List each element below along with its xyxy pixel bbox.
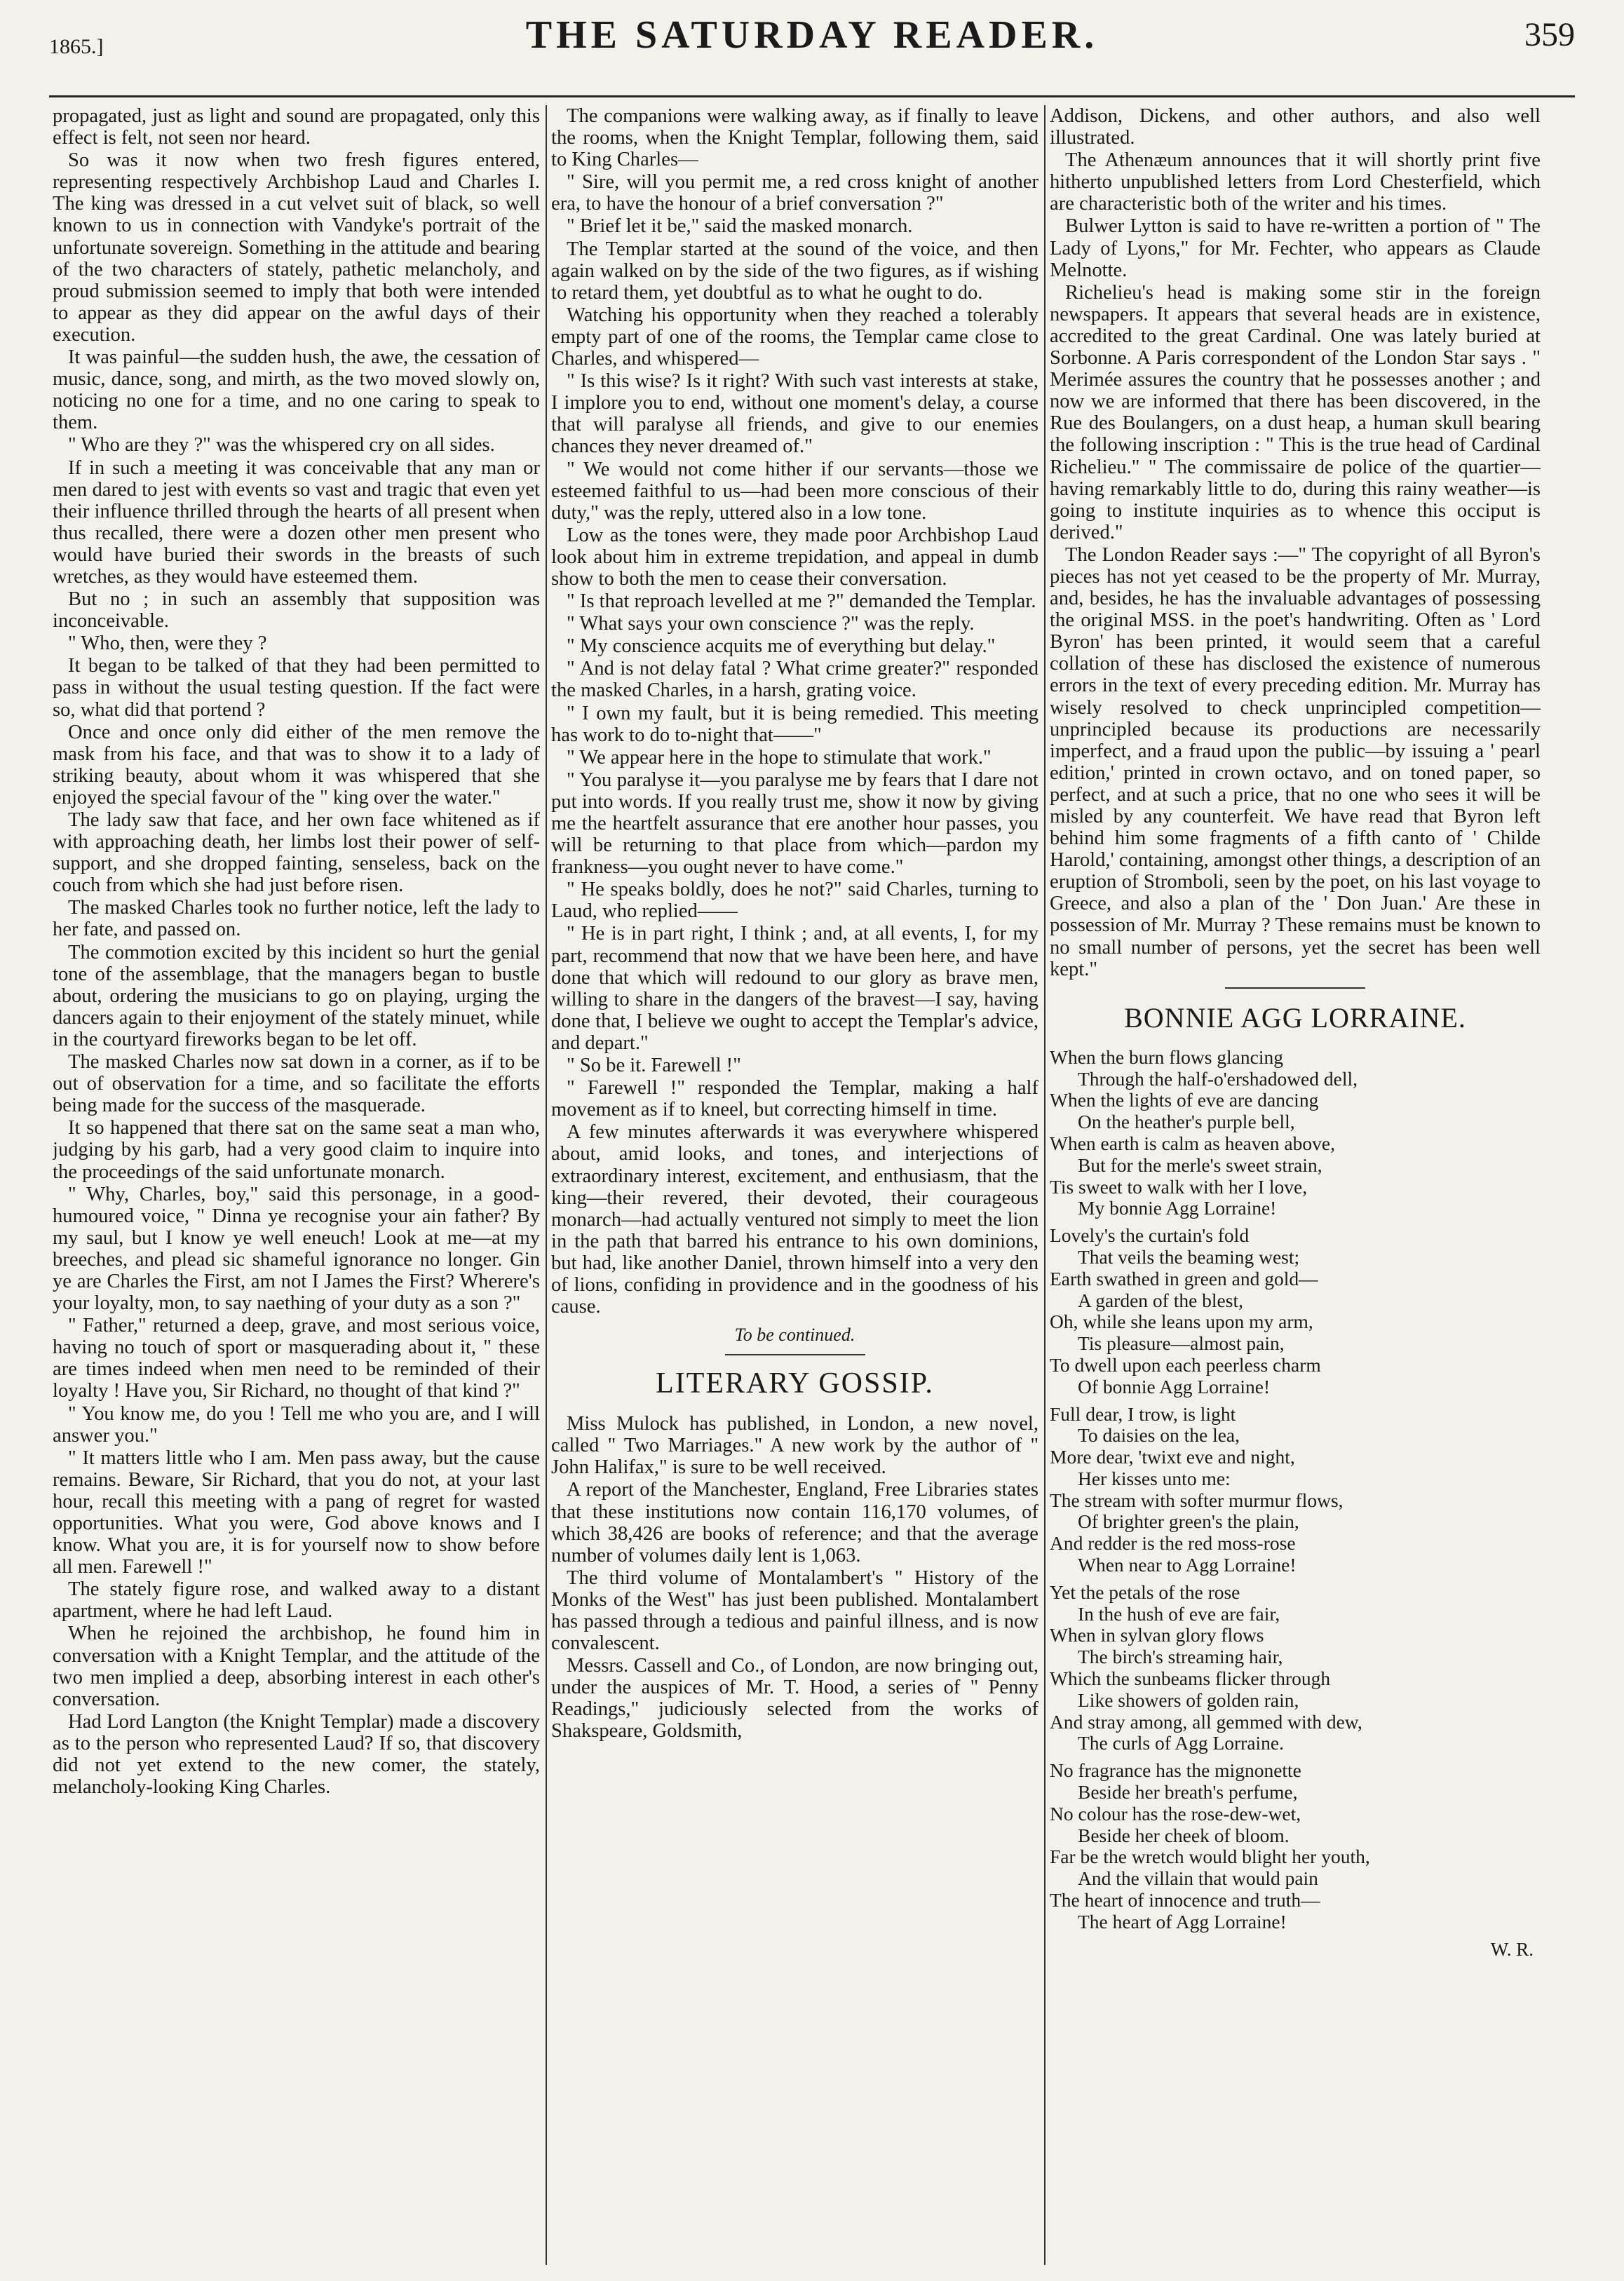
poem-line: When the lights of eve are dancing (1050, 1089, 1319, 1111)
paragraph: " Is this wise? Is it right? With such vast interests at stake, I implore you to end, without one moment's delay, a course that will paralyse all friends, and give to our enemies chances they never dreamed of." (551, 370, 1038, 458)
paragraph: " Father," returned a deep, grave, and most serious voice, having no touch of sport or masquerading about it, " these are times indeed when men need to be reminded of their loyalty ! Have you, Sir Richard, no thought of that kind ?" (53, 1315, 540, 1402)
paragraph: The stately figure rose, and walked away to a distant apartment, where he had left Laud. (53, 1578, 540, 1623)
paragraph: A few minutes afterwards it was everywhere whispered about, amid looks, and tones, and interjections of extraordinary interest, excitement, and enthusiasm, that the king—their revered, their devoted, their courageous monarch—had actually ventured not simply to meet the lion in the path that barred his entrance to his own dominions, but had, like another Daniel, thrown himself into a very den of lions, confiding in providence and in the goodness of his cause. (551, 1121, 1038, 1318)
paragraph: The companions were walking away, as if finally to leave the rooms, when the Knight Templar, following them, said to King Charles— (551, 105, 1038, 171)
poem-stanza (1050, 1404, 1541, 1576)
poem-line: Tis sweet to walk with her I love, (1050, 1175, 1308, 1198)
paragraph: The Templar started at the sound of the voice, and then again walked on by the side of the two figures, as if wishing to retard them, yet doubtful as to what he ought to do. (551, 238, 1038, 304)
poem-line: That veils the beaming west; (1078, 1245, 1300, 1268)
paragraph: So was it now when two fresh figures entered, representing respectively Archbishop Laud and Charles I. The king was dressed in a cut velvet suit of black, so well known to us in connection with Vandyke's portrait of the unfortunate sovereign. Something in the attitude and bearing of the two characters of stately, pathetic melancholy, and proud submission seemed to imply that both were intended to appear as they did appear on the awful days of their execution. (53, 149, 540, 346)
column-2 (551, 105, 1038, 2265)
column-3 (1050, 105, 1541, 2265)
paragraph: " Who are they ?" was the whispered cry on all sides. (68, 434, 495, 456)
poem-line: When near to Agg Lorraine! (1078, 1554, 1297, 1576)
paragraph: " Sire, will you permit me, a red cross knight of another era, to have the honour of a brief conversation ?" (551, 171, 1038, 215)
paragraph: The third volume of Montalambert's " History of the Monks of the West" has just been published. Montalambert has passed through a tedious and painful illness, and is now convalescent. (551, 1566, 1038, 1655)
poem-line: Of bonnie Agg Lorraine! (1078, 1375, 1271, 1397)
paragraph: " And is not delay fatal ? What crime greater?" responded the masked Charles, in a harsh, grating voice. (551, 658, 1038, 702)
poem-line: Lovely's the curtain's fold (1050, 1224, 1250, 1247)
paragraph: The London Reader says :—" The copyright of all Byron's pieces has not yet ceased to be the property of Mr. Murray, and, besides, he has the invaluable advantages of possessing the original MSS. in the poet's handwriting. Often as ' Lord Byron' has been printed, it would seem that a careful collation of these has disclosed the existence of numerous errors in the text of every preceding edition. Mr. Murray has wisely resolved to check unprincipled competition—unprincipled because its productions are necessarily imperfect, and a fraud upon the public—by issuing a ' pearl edition,' printed in crown octavo, and on toned paper, so perfect, and at such a price, that no one who sees it will be misled by any counterfeit. We have read that Byron left behind him some fragments of a fifth canto of ' Childe Harold,' containing, amongst other things, a description of an eruption of Stromboli, seen by the poet, on his last voyage to Greece, and also a plan of the ' Don Juan.' Are these in possession of Mr. Murray ? These remains must be known to no small number of persons, yet the secret has been well kept." (1050, 543, 1541, 980)
story-continuation (551, 105, 1038, 1318)
poem-signature: W. R. (1490, 1938, 1534, 1960)
poem-line: No colour has the rose-dew-wet, (1050, 1802, 1301, 1825)
poem-line: To dwell upon each peerless charm (1050, 1353, 1321, 1376)
poem-line: My bonnie Agg Lorraine! (1078, 1197, 1277, 1219)
paragraph: " He speaks boldly, does he not?" said Charles, turning to Laud, who replied—— (551, 879, 1038, 923)
paragraph: The masked Charles now sat down in a corner, as if to be out of observation for a time, and so facilitate the efforts being made for the success of the masquerade. (53, 1051, 540, 1117)
paragraph: Addison, Dickens, and other authors, and also well illustrated. (1050, 105, 1541, 149)
poem-line: No fragrance has the mignonette (1050, 1759, 1301, 1782)
paragraph: " Farewell !" responded the Templar, making a half movement as if to kneel, but correcting himself in time. (551, 1077, 1038, 1121)
page-number: 359 (1524, 16, 1575, 53)
paragraph: " We appear here in the hope to stimulate that work." (567, 746, 992, 769)
poem-line: But for the merle's sweet strain, (1078, 1153, 1322, 1176)
poem-title: BONNIE AGG LORRAINE. (1124, 1001, 1466, 1034)
poem-stanza (1050, 1047, 1541, 1219)
literary-gossip-body (551, 1413, 1038, 1742)
paragraph: " What says your own conscience ?" was the reply. (567, 613, 975, 635)
poem-line: And redder is the red moss-rose (1050, 1532, 1296, 1555)
poem-line: And the villain that would pain (1078, 1867, 1318, 1890)
paragraph: Once and once only did either of the men remove the mask from his face, and that was to show it to a lady of striking beauty, about whom it was whispered that she enjoyed the special favour of the " king over the water." (53, 721, 540, 808)
poem-line: In the hush of eve are fair, (1078, 1602, 1280, 1625)
paragraph: " Brief let it be," said the masked monarch. (567, 215, 913, 238)
paragraph: Bulwer Lytton is said to have re-written a portion of " The Lady of Lyons," for Mr. Fechter, who appears as Claude Melnotte. (1050, 215, 1541, 281)
paragraph: The masked Charles took no further notice, left the lady to her fate, and passed on. (53, 897, 540, 941)
paragraph: Miss Mulock has published, in London, a new novel, called " Two Marriages." A new work by the author of " John Halifax," is sure to be well received. (551, 1413, 1038, 1479)
paragraph: Had Lord Langton (the Knight Templar) made a discovery as to the person who represented Laud? If so, that discovery did not yet extend to the new comer, the stately, melancholy-looking King Charles. (53, 1710, 540, 1799)
column-rule (1044, 105, 1046, 2265)
column-rule (546, 105, 547, 2265)
poem-line: The birch's streaming hair, (1078, 1646, 1283, 1668)
poem-stanza (1050, 1760, 1541, 1933)
paragraph: Low as the tones were, they made poor Archbishop Laud look about him in extreme trepidation, and appeal in dumb show to both the men to cease their conversation. (551, 524, 1038, 590)
paragraph: Watching his opportunity when they reached a tolerably empty part of one of the rooms, the Templar came close to Charles, and whispered— (551, 304, 1038, 370)
poem-line: Beside her breath's perfume, (1078, 1781, 1298, 1803)
poem-line: Like showers of golden rain, (1078, 1688, 1299, 1711)
paragraph: " Who, then, were they ? (68, 632, 267, 655)
poem-stanza (1050, 1225, 1541, 1397)
poem-line: Through the half-o'ershadowed dell, (1078, 1067, 1358, 1090)
paragraph: A report of the Manchester, England, Free Libraries states that these institutions now contain 116,170 volumes, of which 38,426 are books of reference; and that the average number of volumes daily lent is 1,063. (551, 1479, 1038, 1566)
section-rule (725, 1354, 865, 1355)
paragraph: But no ; in such an assembly that supposition was inconceivable. (53, 588, 540, 632)
paragraph: " He is in part right, I think ; and, at all events, I, for my part, recommend that now that we have been here, and have done that which will redound to our glory as brave men, willing to share in the dangers of the bravest—I say, having done that, I believe we ought to accept the Templar's advice, and depart." (551, 923, 1038, 1054)
paragraph: " You know me, do you ! Tell me who you are, and I will answer you." (53, 1402, 540, 1447)
poem-line: Her kisses unto me: (1078, 1467, 1231, 1489)
poem-line: A garden of the blest, (1078, 1289, 1243, 1311)
poem-line: Far be the wretch would blight her youth, (1050, 1846, 1370, 1868)
poem-line: To daisies on the lea, (1078, 1424, 1240, 1447)
paragraph: Richelieu's head is making some stir in the foreign newspapers. It appears that several heads are in existence, accredited to the great Cardinal. One was lately buried at Sorbonne. A Paris correspondent of the London Star says . " Merimée assures the country that he possesses another ; and now we are informed that there has been discovered, in the Rue des Boulangers, on a dust heap, a human skull bearing the following inscription : " This is the true head of Cardinal Richelieu." " The commissaire de police of the quartier—having remarkably little to do, during this rainy weather—is going to institute inquiries as to whence this occiput is derived." (1050, 281, 1541, 543)
publication-title: THE SATURDAY READER. (525, 13, 1099, 57)
issue-year: 1865.] (49, 35, 104, 58)
paragraph: If in such a meeting it was conceivable that any man or men dared to jest with events so vast and tragic that even yet their influence thrilled through the hearts of all present when thus recalled, there were a dozen other men present who would have buried their swords in the breasts of such wretches, as they would have esteemed them. (53, 456, 540, 588)
poem-body (1050, 1047, 1541, 1933)
gossip-continuation (1050, 105, 1541, 980)
paragraph: The Athenæum announces that it will shortly print five hitherto unpublished letters from Lord Chesterfield, which are characteristic both of the writer and his times. (1050, 149, 1541, 215)
poem-line: More dear, 'twixt eve and night, (1050, 1446, 1295, 1468)
paragraph: The commotion excited by this incident so hurt the genial tone of the assemblage, that the managers began to bustle about, ordering the musicians to go on playing, urging the dancers again to their enjoyment of the stately minuet, while in the courtyard fireworks began to be let off. (53, 941, 540, 1050)
column-1 (53, 105, 540, 2265)
poem-line: And stray among, all gemmed with dew, (1050, 1710, 1362, 1733)
paragraph: It was painful—the sudden hush, the awe, the cessation of music, dance, song, and mirth, as the two moved slowly on, noticing no one for a time, and no one caring to speak to them. (53, 346, 540, 434)
poem-line: Full dear, I trow, is light (1050, 1402, 1236, 1425)
paragraph: " Why, Charles, boy," said this personage, in a good-humoured voice, " Dinna ye recognise your ain father? By my saul, but I know ye well eneuch! Look at me—at my breeches, and plead sic shameful ignorance no longer. Gin ye are Charles the First, am not I James the First? Wherere's your loyalty, mon, to say naething of your duty as a son ?" (53, 1183, 540, 1315)
poem-line: The heart of innocence and truth— (1050, 1889, 1320, 1911)
masthead (49, 8, 1575, 57)
to-be-continued: To be continued. (734, 1325, 855, 1346)
paragraph: " You paralyse it—you paralyse me by fears that I dare not put into words. If you really trust me, show it now by giving me the heartfelt assurance that ere another hour passes, you will be returning to that place from which—pardon my frankness—you ought never to have come." (551, 769, 1038, 879)
poem-line: Earth swathed in green and gold— (1050, 1267, 1318, 1290)
paragraph: " It matters little who I am. Men pass away, but the cause remains. Beware, Sir Richard, that you do not, at your last hour, recall this meeting with a pang of regret for wasted opportunities. What you were, God above knows and I know. What you are, it is for yourself now to show before all men. Farewell !" (53, 1447, 540, 1578)
poem-line: On the heather's purple bell, (1078, 1111, 1295, 1133)
paragraph: " Is that reproach levelled at me ?" demanded the Templar. (567, 590, 1036, 613)
section-rule (1225, 987, 1365, 989)
poem-line: The curls of Agg Lorraine. (1078, 1732, 1285, 1754)
paragraph: " We would not come hither if our servants—those we esteemed faithful to us—had been more conscious of their duty," was the reply, uttered also in a low tone. (551, 458, 1038, 524)
header-rule (49, 95, 1575, 97)
poem-line: Of brighter green's the plain, (1078, 1510, 1299, 1533)
literary-gossip-heading: LITERARY GOSSIP. (656, 1367, 934, 1400)
paragraph: It began to be talked of that they had been permitted to pass in without the usual testing question. If the fact were so, what did that portend ? (53, 655, 540, 721)
poem-stanza (1050, 1582, 1541, 1754)
poem-line: Which the sunbeams flicker through (1050, 1667, 1331, 1690)
poem-line: When earth is calm as heaven above, (1050, 1132, 1335, 1154)
poem-line: The heart of Agg Lorraine! (1078, 1910, 1287, 1933)
paragraph: " So be it. Farewell !" (567, 1055, 741, 1077)
poem-line: When the burn flows glancing (1050, 1045, 1283, 1068)
poem-line: Tis pleasure—almost pain, (1078, 1332, 1285, 1355)
poem-line: Yet the petals of the rose (1050, 1581, 1240, 1603)
poem-line: The stream with softer murmur flows, (1050, 1489, 1344, 1511)
paragraph: When he rejoined the archbishop, he found him in conversation with a Knight Templar, and the attitude of the two men implied a deep, absorbing interest in each other's conversation. (53, 1623, 540, 1710)
paragraph: The lady saw that face, and her own face whitened as if with approaching death, her limbs lost their power of self-support, and she dropped fainting, senseless, back on the couch from which she had just before risen. (53, 809, 540, 897)
paragraph: propagated, just as light and sound are propagated, only this effect is felt, not seen nor heard. (53, 105, 540, 149)
poem-line: When in sylvan glory flows (1050, 1624, 1264, 1646)
paragraph: " I own my fault, but it is being remedied. This meeting has work to do to-night that——" (551, 702, 1038, 746)
poem-line: Oh, while she leans upon my arm, (1050, 1311, 1313, 1333)
paragraph: It so happened that there sat on the same seat a man who, judging by his garb, had a very good claim to inquire into the proceedings of the said unfortunate monarch. (53, 1117, 540, 1183)
paragraph: " My conscience acquits me of everything but delay." (567, 635, 996, 658)
paragraph: Messrs. Cassell and Co., of London, are now bringing out, under the auspices of Mr. T. Hood, a series of " Penny Readings," judiciously selected from the works of Shakspeare, Goldsmith, (551, 1655, 1038, 1742)
poem-line: Beside her cheek of bloom. (1078, 1824, 1290, 1846)
